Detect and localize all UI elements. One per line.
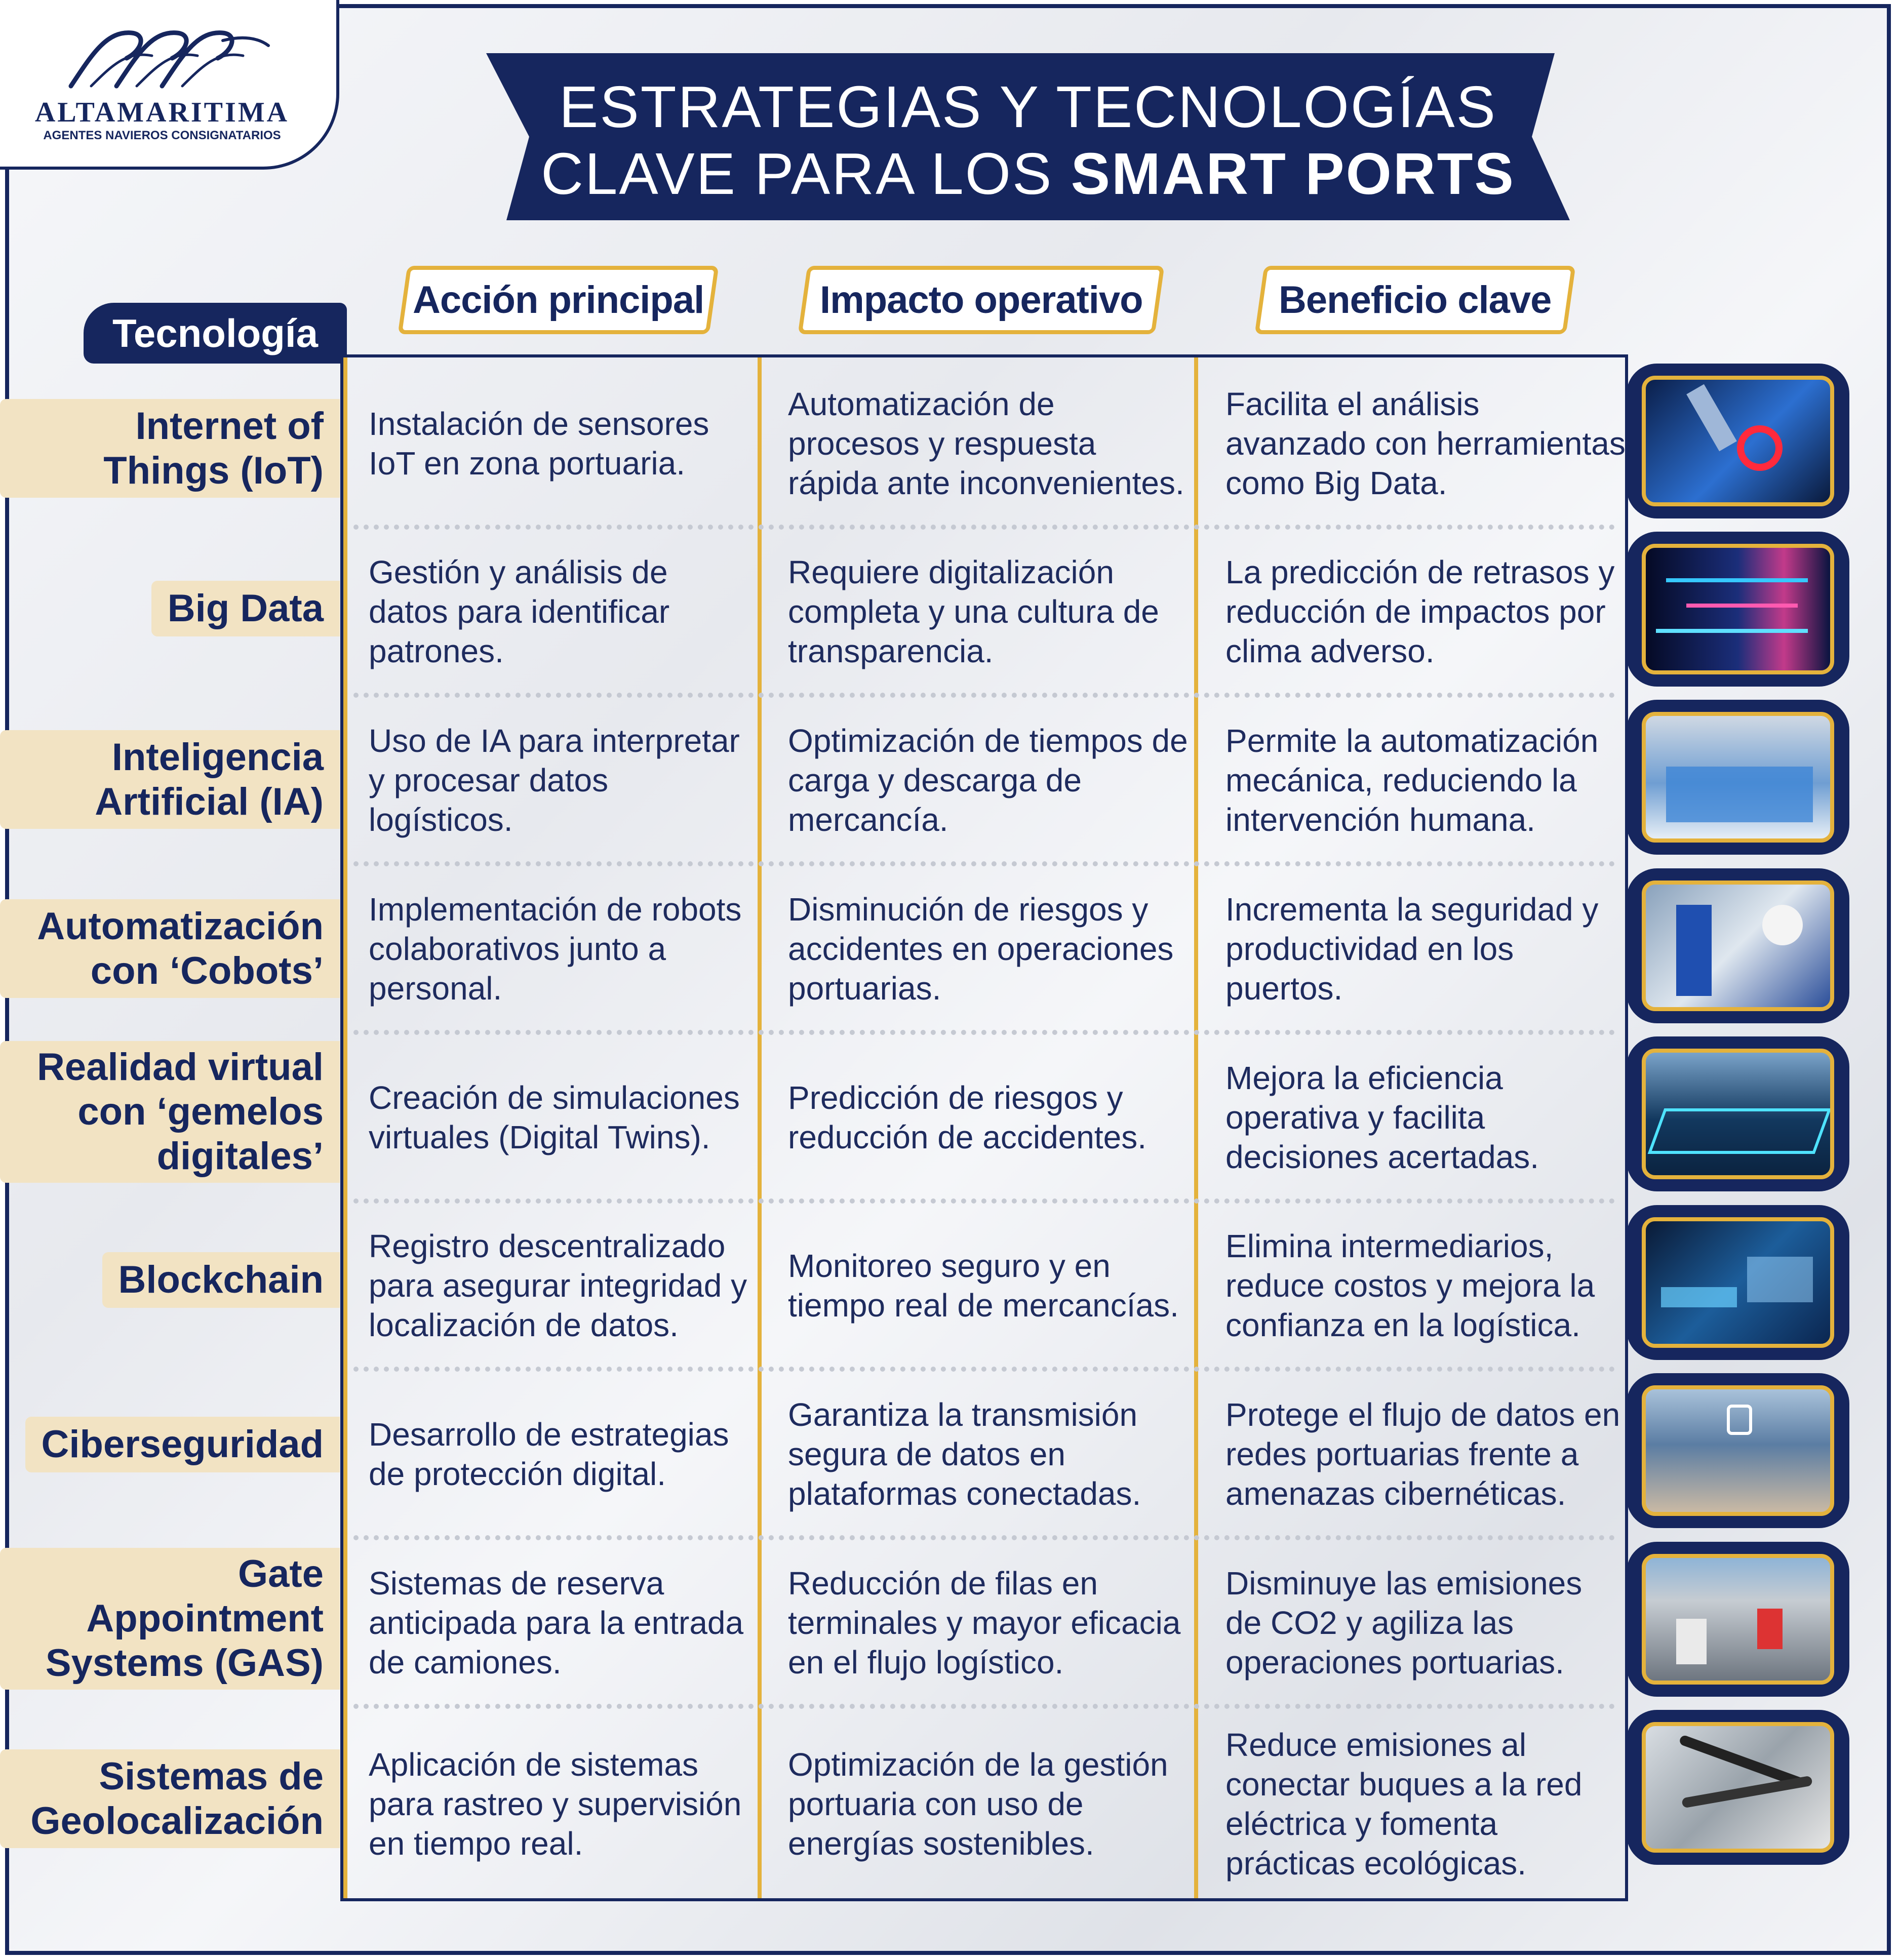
- row-6-impact: Monitoreo seguro y en tiempo real de mercancías.: [788, 1248, 1179, 1324]
- blockchain-ships-photo: [1627, 1205, 1849, 1360]
- row-divider: [353, 1198, 1615, 1204]
- row-divider: [353, 693, 1615, 698]
- row-4-impact: Disminución de riesgos y accidentes en operaciones portuarias.: [788, 891, 1174, 1007]
- tech-label-ia: Inteligencia Artificial (IA): [0, 730, 340, 829]
- cyber-lock-port-photo: [1627, 1373, 1849, 1528]
- row-5-action: Creación de simulaciones virtuales (Digital Twins).: [369, 1079, 740, 1155]
- row-5-benefit: Mejora la eficiencia operativa y facilita decisiones acertadas.: [1225, 1060, 1539, 1175]
- row-2-action: Gestión y análisis de datos para identificar patrones.: [369, 554, 670, 669]
- wave-logo-icon: [61, 20, 273, 96]
- shore-power-cable-photo: [1627, 1710, 1849, 1865]
- column-divider: [343, 357, 347, 1898]
- brand-subtitle: AGENTES NAVIEROS CONSIGNATARIOS: [43, 129, 281, 142]
- digital-twin-ship-photo: [1627, 1036, 1849, 1191]
- row-9-benefit: Reduce emisiones al conectar buques a la red eléctrica y fomenta prácticas ecológicas.: [1225, 1727, 1582, 1882]
- robot-arm-sensor-photo: [1627, 364, 1849, 518]
- title-line-2-bold: SMART PORTS: [1071, 141, 1515, 207]
- tech-label-iot: Internet of Things (IoT): [0, 399, 340, 498]
- row-9-impact: Optimización de la gestión portuaria con uso de energías sostenibles.: [788, 1746, 1168, 1862]
- row-8-benefit: Disminuye las emisiones de CO2 y agiliza las operaciones portuarias.: [1225, 1565, 1582, 1681]
- tech-label-gemelos: Realidad virtual con ‘gemelos digitales’: [0, 1041, 340, 1183]
- row-1-impact: Automatización de procesos y respuesta rápida ante inconvenientes.: [788, 386, 1184, 501]
- row-3-action: Uso de IA para interpretar y procesar datos logísticos.: [369, 723, 740, 838]
- tech-label-ciberseguridad: Ciberseguridad: [25, 1417, 340, 1472]
- cobot-worker-photo: [1627, 868, 1849, 1023]
- logo-card: [0, 0, 339, 170]
- truck-gate-photo: [1627, 1542, 1849, 1697]
- row-3-impact: Optimización de tiempos de carga y descarga de mercancía.: [788, 723, 1188, 838]
- data-code-photo: [1627, 532, 1849, 687]
- title-line-2: CLAVE PARA LOS: [541, 141, 1071, 207]
- tech-label-blockchain: Blockchain: [102, 1252, 340, 1308]
- header-action: Acción principal: [398, 266, 719, 334]
- row-7-impact: Garantiza la transmisión segura de datos en plataformas conectadas.: [788, 1396, 1141, 1512]
- row-9-action: Aplicación de sistemas para rastreo y supervisión en tiempo real.: [369, 1746, 742, 1862]
- row-divider: [353, 1535, 1615, 1540]
- row-1-action: Instalación de sensores IoT en zona portuaria.: [369, 406, 709, 482]
- header-technology: Tecnología: [84, 303, 347, 364]
- tech-label-big-data: Big Data: [151, 581, 340, 636]
- row-divider: [353, 1030, 1615, 1035]
- column-divider: [1194, 357, 1198, 1898]
- tech-label-gas: Gate Appointment Systems (GAS): [0, 1548, 340, 1690]
- row-divider: [353, 1367, 1615, 1372]
- row-divider: [353, 1704, 1615, 1709]
- row-divider: [353, 861, 1615, 866]
- row-5-impact: Predicción de riesgos y reducción de accidentes.: [788, 1079, 1146, 1155]
- port-model-photo: [1627, 700, 1849, 855]
- row-divider: [353, 525, 1615, 530]
- row-8-action: Sistemas de reserva anticipada para la entrada de camiones.: [369, 1565, 744, 1681]
- row-7-benefit: Protege el flujo de datos en redes portuarias frente a amenazas cibernéticas.: [1225, 1396, 1620, 1512]
- header-impact: Impacto operativo: [798, 266, 1165, 334]
- row-8-impact: Reducción de filas en terminales y mayor eficacia en el flujo logístico.: [788, 1565, 1181, 1681]
- row-7-action: Desarrollo de estrategias de protección digital.: [369, 1416, 729, 1492]
- row-6-action: Registro descentralizado para asegurar integridad y localización de datos.: [369, 1228, 747, 1343]
- header-benefit: Beneficio clave: [1255, 266, 1576, 334]
- row-3-benefit: Permite la automatización mecánica, reduciendo la intervención humana.: [1225, 723, 1599, 838]
- row-4-benefit: Incrementa la seguridad y productividad en los puertos.: [1225, 891, 1599, 1007]
- brand-name: ALTAMARITIMA: [34, 97, 290, 128]
- title-banner: [486, 53, 1570, 220]
- comparison-table: [340, 354, 1628, 1901]
- title-line-1: ESTRATEGIAS Y TECNOLOGÍAS: [559, 74, 1497, 140]
- tech-label-cobots: Automatización con ‘Cobots’: [0, 899, 340, 998]
- tech-label-geolocalizacion: Sistemas de Geolocalización: [0, 1749, 340, 1848]
- row-2-benefit: La predicción de retrasos y reducción de impactos por clima adverso.: [1225, 554, 1615, 669]
- row-4-action: Implementación de robots colaborativos junto a personal.: [369, 891, 742, 1007]
- column-divider: [758, 357, 762, 1898]
- row-2-impact: Requiere digitalización completa y una cultura de transparencia.: [788, 554, 1159, 669]
- row-1-benefit: Facilita el análisis avanzado con herramientas como Big Data.: [1225, 386, 1626, 501]
- row-6-benefit: Elimina intermediarios, reduce costos y mejora la confianza en la logística.: [1225, 1228, 1595, 1343]
